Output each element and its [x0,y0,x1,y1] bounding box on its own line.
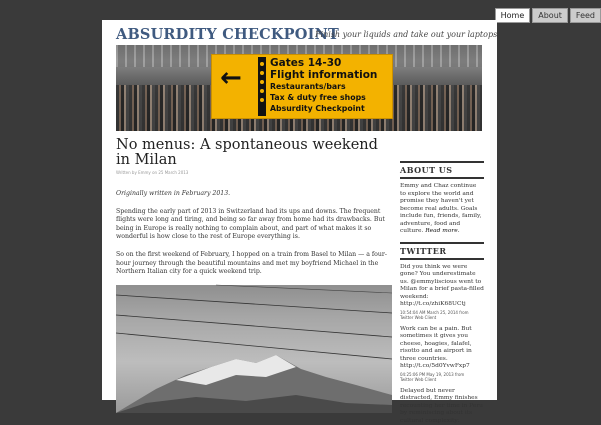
post-title[interactable]: No menus: A spontaneous weekend in Milan [116,138,392,168]
left-arrow-icon: ← [220,65,242,91]
site-tagline: Finish your liquids and take out your laptops [315,30,497,39]
sidebar [400,161,484,425]
tab-home[interactable]: Home [495,8,531,23]
tweet-client[interactable]: Twitter Web Client [400,315,484,320]
tweet-item [400,264,484,320]
about-text [400,183,484,236]
tweet-text[interactable]: Work can be a pain. But sometimes it gives you cheese, hoagies, falafel, risotto and an airport in three countries. http://t.co/5d0YvwFxp7 [400,326,484,371]
tab-feed[interactable]: Feed [570,8,601,23]
tweet-text[interactable]: Did you think we were gone? You underestimate us. @emmyliscious went to Milan for a brief pasta-filled weekend: http://t.co/zhiK68UCtj [400,264,484,309]
post-photo[interactable] [116,285,392,413]
sign-line: Gates 14-30 [270,57,377,69]
tweet-item [400,388,484,425]
sign-line: Restaurants/bars [270,81,377,92]
post-meta: Written by Emmy on 25 March 2013 [116,170,392,175]
sign-line: Absurdity Checkpoint [270,103,377,114]
airport-sign [211,54,393,119]
about-description: Emmy and Chaz continue to explore the world and promise they haven't yet become real adults. Goals include fun, friends, family, adventure, food and culture. [400,183,481,234]
page-container [102,20,497,400]
tweet-text[interactable]: Delayed but never distracted, Emmy finishes recounting her time in Peru by reminiscing about its cultural complexity: [400,388,484,425]
mountain-photo-graphic [116,285,392,413]
header-banner [116,45,482,131]
tweet-client[interactable]: Twitter Web Client [400,377,484,382]
twitter-heading: TWITTER [400,242,484,260]
sign-icon-strip [258,57,266,116]
tab-about[interactable]: About [532,8,568,23]
tweet-item [400,326,484,382]
post-intro: Originally written in February 2013. [116,190,392,199]
post [116,138,392,413]
read-more-link[interactable]: Read more. [425,228,459,234]
about-heading: ABOUT US [400,161,484,179]
sign-text [270,57,377,114]
sign-line: Tax & duty free shops [270,92,377,103]
tweet-time[interactable]: 04:25:06 PM May 19, 2013 from [400,372,484,377]
sign-line: Flight information [270,69,377,81]
post-paragraph: Spending the early part of 2013 in Switzerland had its ups and downs. The frequent flights were long and tiring, and being so far away from home had its drawbacks. But being in Europe is really nothing to complain about, and part of what makes it so wonderful is how close to the rest of Europe everything is. [116,208,392,242]
tweet-time[interactable]: 10:54:04 AM March 25, 2014 from [400,310,484,315]
post-body [116,190,392,277]
post-paragraph: So on the first weekend of February, I hopped on a train from Basel to Milan — a four-hour journey through the beautiful mountains and met my boyfriend Michael in the Northern Italian city for a quick weekend trip. [116,251,392,277]
site-title[interactable]: ABSURDITY CHECKPOINT [116,26,339,43]
